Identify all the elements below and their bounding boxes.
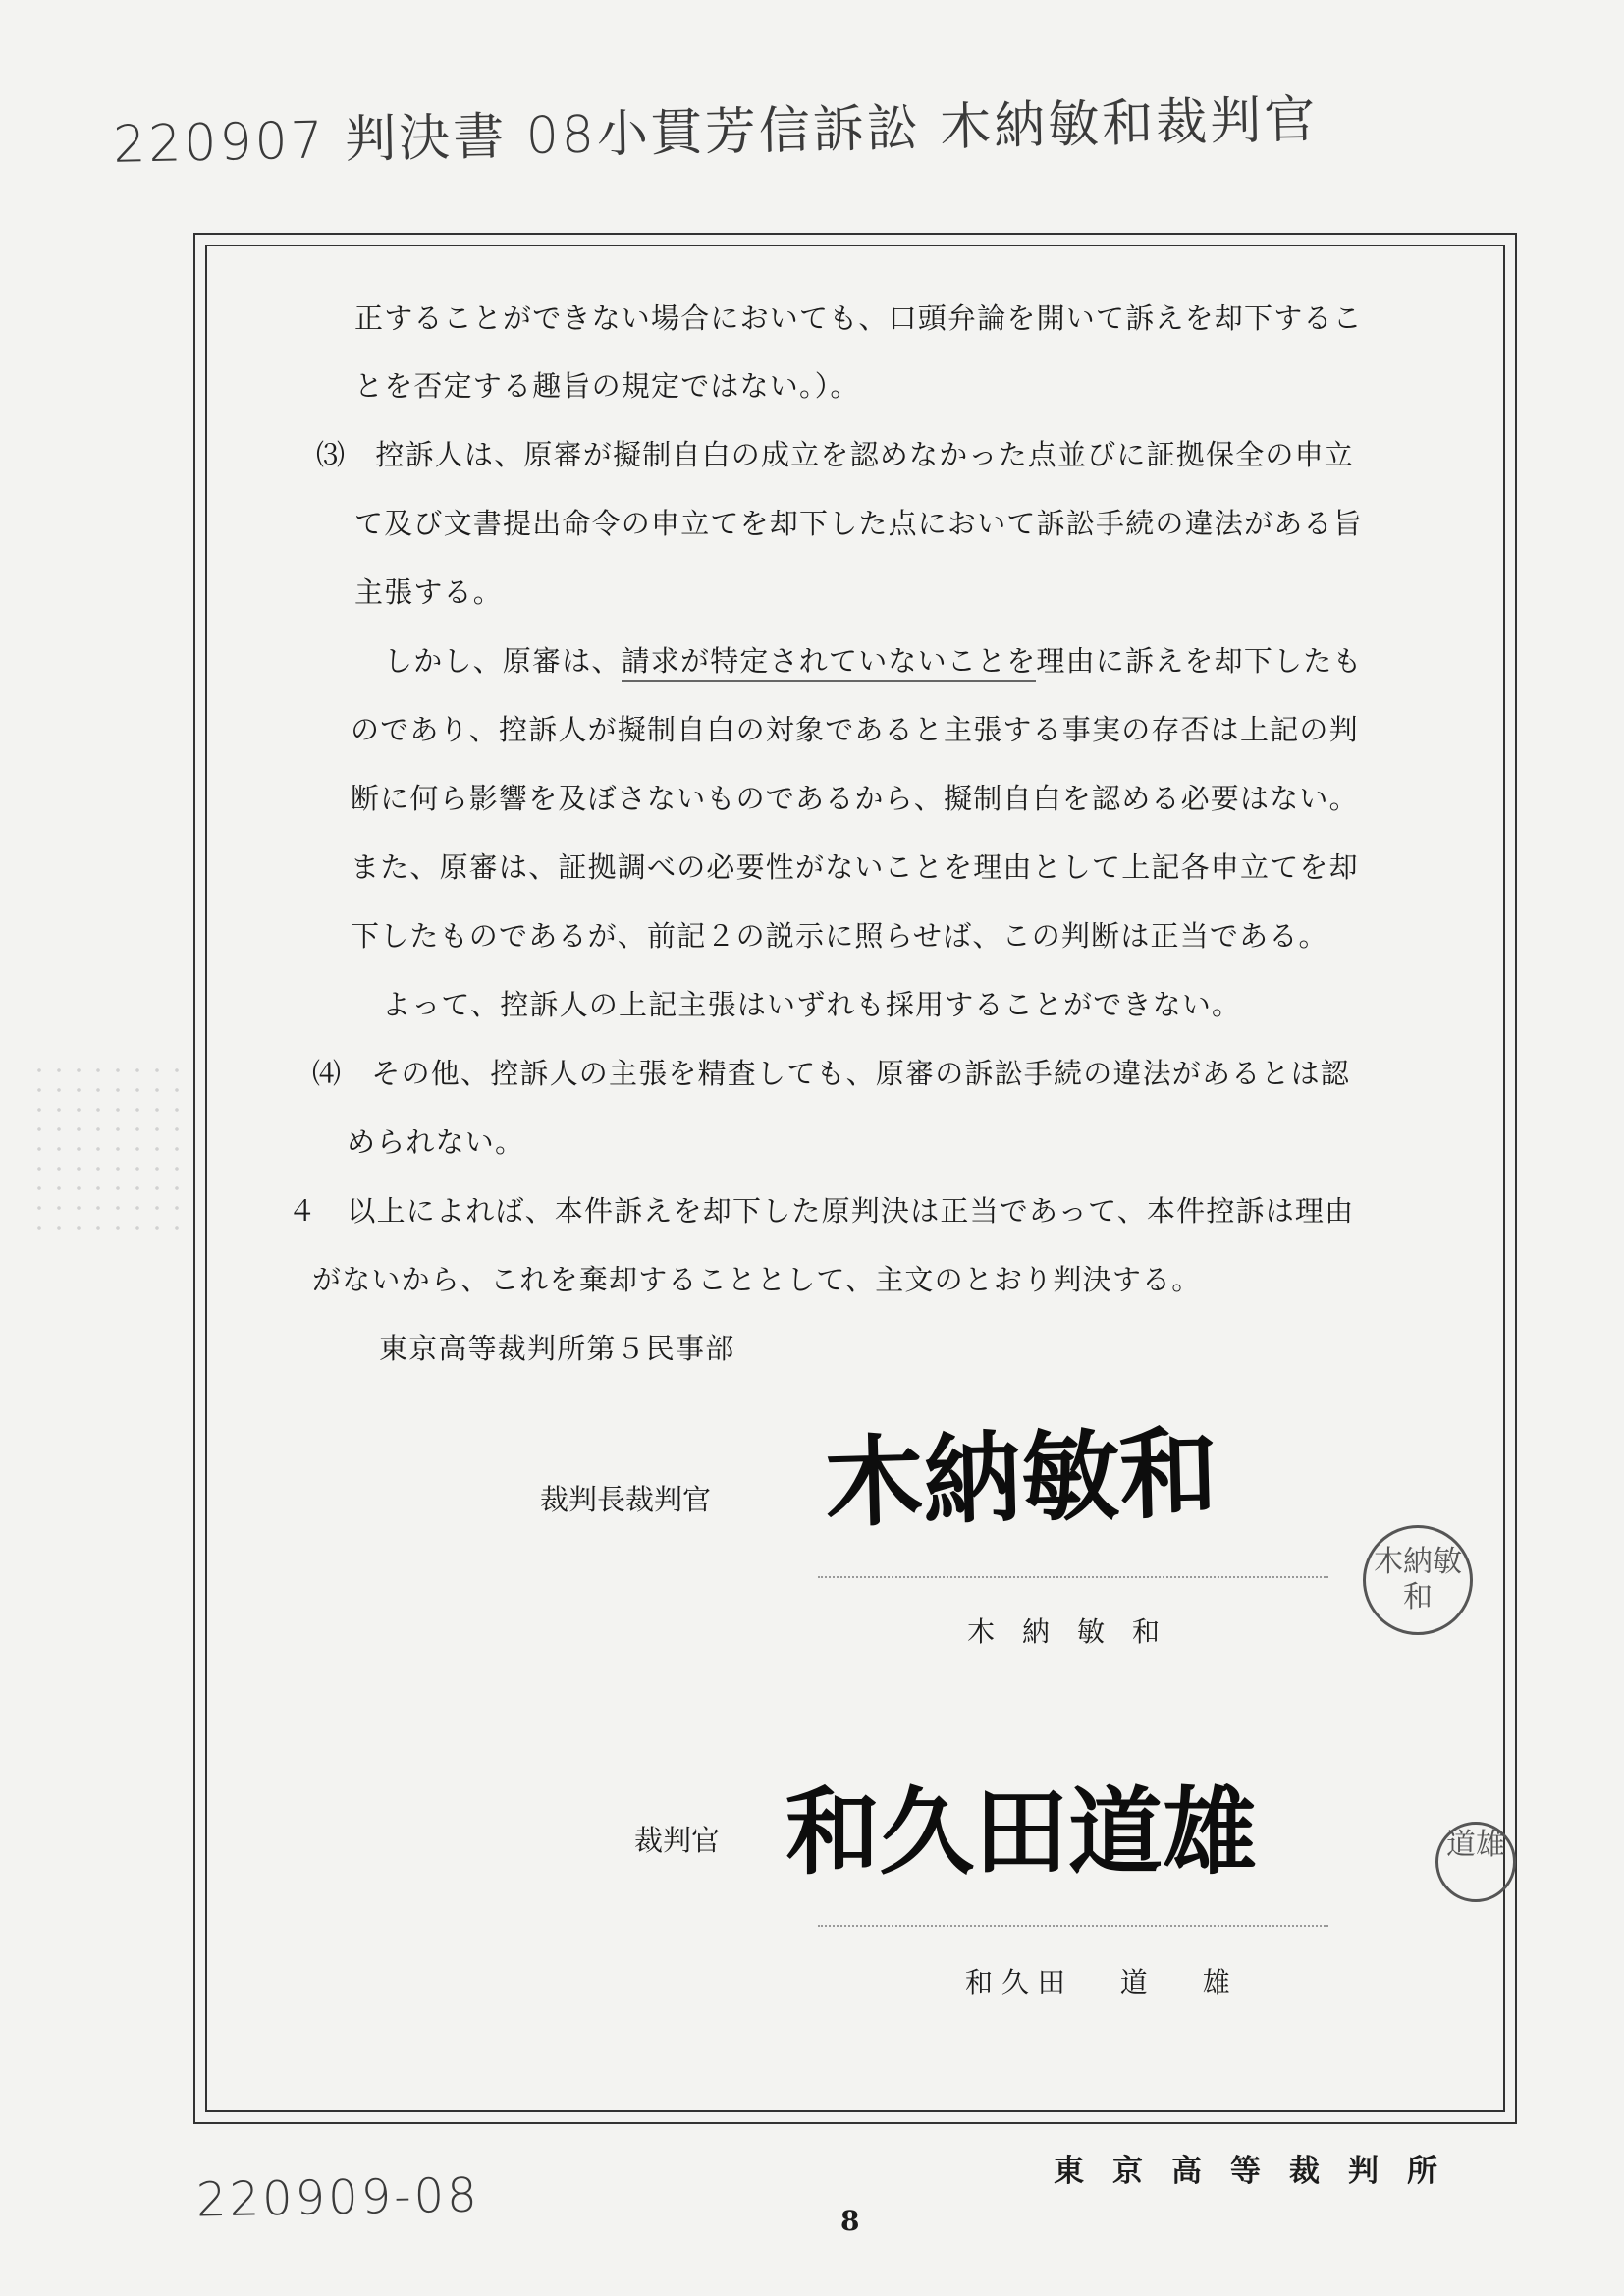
presiding-judge-seal: 木納敏和 [1363,1525,1473,1635]
presiding-judge-printed-name: 木 納 敏 和 [967,1615,1161,1648]
court-division: 東京高等裁判所第５民事部 [379,1332,735,1365]
body-line-14: ４ 以上によれば、本件訴えを却下した原判決は正当であって、本件控訴は理由 [288,1194,1355,1228]
body-line-13: められない。 [347,1125,525,1159]
handwritten-footer-note: 220909-08 [195,2167,481,2228]
body-line-3: ⑶ 控訴人は、原審が擬制自白の成立を認めなかった点並びに証拠保全の申立 [316,438,1355,471]
body-line-12: ⑷ その他、控訴人の主張を精査しても、原審の訴訟手続の違法があるとは認 [312,1057,1351,1090]
scanner-noise-dots [29,1061,187,1237]
signature-dotted-line [818,1576,1328,1578]
body-line-8: 断に何ら影響を及ぼさないものであるから、擬制自白を認める必要はない。 [351,782,1359,815]
signature-dotted-line [818,1925,1328,1927]
body-line-15: がないから、これを棄却することとして、主文のとおり判決する。 [312,1263,1202,1296]
judge-seal: 道雄 [1435,1822,1516,1902]
body-line-6-part-a: しかし、原審は、 [384,644,622,678]
body-line-5: 主張する。 [354,575,504,609]
body-line-2: とを否定する趣旨の規定ではない。）。 [354,369,860,403]
judge-title: 裁判官 [634,1824,721,1857]
body-line-9: また、原審は、証拠調べの必要性がないことを理由として上記各申立てを却 [351,850,1359,884]
body-line-6-part-c: 理由に訴えを却下したも [1036,644,1363,678]
presiding-judge-signature: 木納敏和 [823,1415,1219,1542]
page-number: 8 [840,2205,860,2237]
underlined-phrase: 請求が特定されていないことを [622,644,1037,682]
body-line-6 [384,639,1363,680]
body-line-11: よって、控訴人の上記主張はいずれも採用することができない。 [382,988,1242,1021]
presiding-judge-title: 裁判長裁判官 [540,1483,712,1516]
handwritten-header-note: 220907 判決書 08小貫芳信訴訟 木納敏和裁判官 [112,90,1319,175]
body-line-7: のであり、控訴人が擬制自白の対象であると主張する事実の存否は上記の判 [351,713,1359,746]
body-line-4: て及び文書提出命令の申立てを却下した点において訴訟手続の違法がある旨 [354,507,1363,540]
body-line-10: 下したものであるが、前記２の説示に照らせば、この判断は正当である。 [351,919,1328,953]
court-footer: 東京高等裁判所 [1054,2154,1466,2189]
judge-signature: 和久田道雄 [785,1777,1257,1887]
judge-printed-name: 和 久 田 道 雄 [965,1966,1230,1998]
body-line-1: 正することができない場合においても、口頭弁論を開いて訴えを却下するこ [354,301,1363,335]
